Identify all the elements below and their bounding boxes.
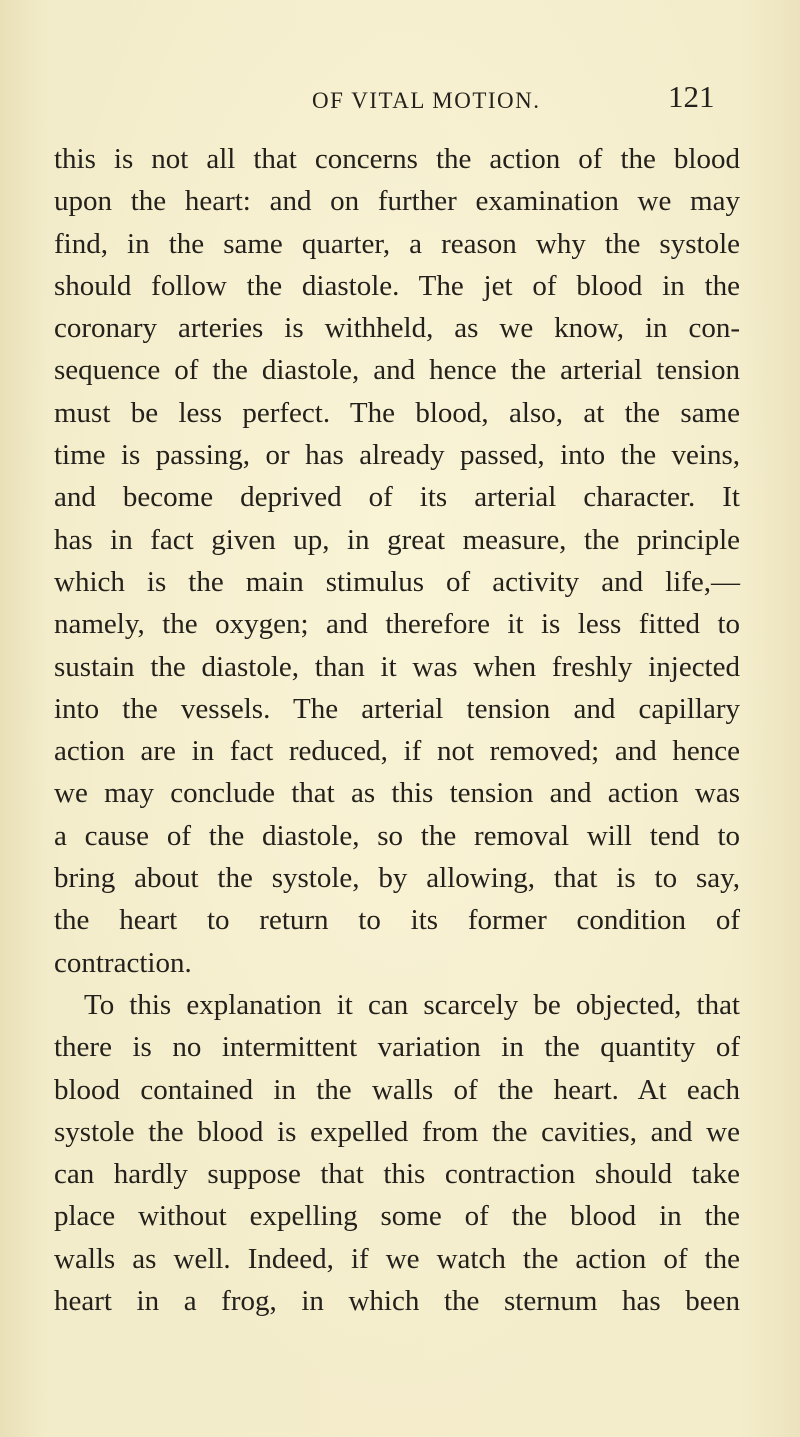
- text-line: which is the main stimulus of activity and life,—: [54, 565, 740, 598]
- text-line: upon the heart: and on further examination we may: [54, 185, 740, 218]
- text-line: time is passing, or has already passed, into the veins,: [54, 439, 740, 472]
- text-line: find, in the same quarter, a reason why the systole: [54, 227, 740, 260]
- text-line: should follow the diastole. The jet of blood in the: [54, 269, 740, 302]
- text-line: this is not all that concerns the action of the blood: [54, 143, 740, 175]
- text-line: namely, the oxygen; and therefore it is less fitted to: [54, 608, 740, 641]
- text-line: has in fact given up, in great measure, the principle: [54, 523, 740, 556]
- page-number: 121: [668, 79, 715, 114]
- text-line: coronary arteries is withheld, as we know, in con-: [54, 312, 740, 345]
- text-line: systole the blood is expelled from the cavities, and we: [54, 1115, 740, 1148]
- text-line: sequence of the diastole, and hence the arterial tension: [54, 354, 740, 387]
- running-head-title: OF VITAL MOTION.: [312, 88, 541, 113]
- paragraph-first-line: To this explanation it can scarcely be objected, that: [84, 988, 740, 1021]
- text-line: a cause of the diastole, so the removal will tend to: [54, 819, 740, 852]
- body-text: [54, 138, 740, 1322]
- text-line: action are in fact reduced, if not removed; and hence: [54, 735, 740, 768]
- text-line: heart in a frog, in which the sternum has been: [54, 1285, 740, 1318]
- paragraph-end-line: contraction.: [54, 946, 192, 979]
- text-line: there is no intermittent variation in the quantity of: [54, 1031, 740, 1064]
- text-line: blood contained in the walls of the heart. At each: [54, 1073, 740, 1106]
- text-line: into the vessels. The arterial tension and capillary: [54, 692, 740, 725]
- text-line: sustain the diastole, than it was when freshly injected: [54, 650, 740, 683]
- text-line: can hardly suppose that this contraction should take: [54, 1158, 740, 1191]
- text-line: place without expelling some of the blood in the: [54, 1200, 740, 1233]
- text-line: the heart to return to its former condition of: [54, 904, 740, 937]
- running-head: [0, 80, 800, 116]
- text-line: walls as well. Indeed, if we watch the action of the: [54, 1242, 740, 1275]
- text-line: must be less perfect. The blood, also, at the same: [54, 396, 740, 429]
- text-line: we may conclude that as this tension and action was: [54, 777, 740, 810]
- text-line: and become deprived of its arterial character. It: [54, 481, 740, 514]
- text-line: bring about the systole, by allowing, that is to say,: [54, 862, 740, 895]
